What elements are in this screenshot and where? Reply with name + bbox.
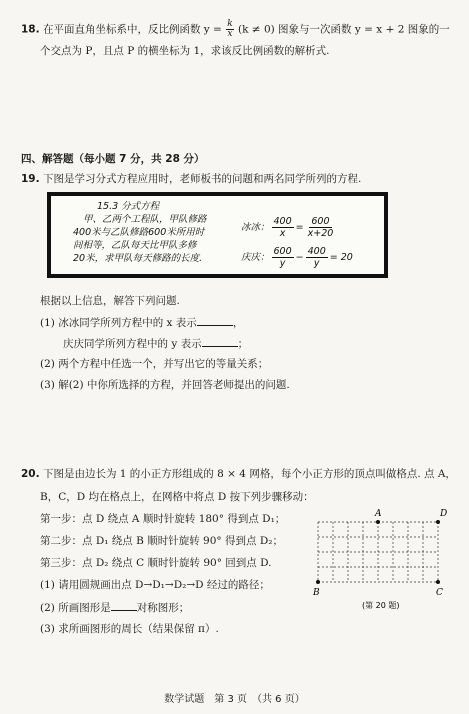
answer-blank[interactable] <box>197 315 233 326</box>
punctuation: ， <box>232 317 244 329</box>
frac-denominator: y <box>279 258 286 269</box>
qingqing-term-a <box>272 246 294 269</box>
q19-intro: 下图是学习分式方程应用时，老师板书的问题和两名同学所列的方程. <box>42 173 362 185</box>
bingbing-lhs <box>272 216 294 239</box>
qingqing-equation <box>241 246 353 269</box>
frac-denominator: x+20 <box>307 228 334 239</box>
q20-text1: 下图是由边长为 1 的小正方形组成的 8 × 4 网格，每个小正方形的顶点叫做格点. 点 A， <box>42 468 456 480</box>
label-c: C <box>436 588 443 598</box>
q19-prompt: 根据以上信息，解答下列问题. <box>40 295 180 307</box>
q18-fraction <box>226 20 233 39</box>
page-footer: 数学试题 第 3 页 （共 6 页） <box>164 694 305 705</box>
section-title: 四、解答题（每小题 7 分，共 28 分） <box>21 153 205 165</box>
qingqing-label: 庆庆： <box>241 251 270 263</box>
q18-frac-den: x <box>227 29 233 39</box>
q19-intro-line <box>21 172 361 186</box>
point-d <box>436 520 440 524</box>
q20-step3: 第三步：点 D₂ 绕点 C 顺时针旋转 90° 回到点 D. <box>40 557 272 569</box>
bingbing-equation <box>241 216 337 239</box>
equals-sign: = <box>295 221 304 233</box>
frac-numerator: 600 <box>273 246 292 257</box>
frac-numerator: 400 <box>307 246 326 257</box>
label-b: B <box>313 588 320 598</box>
answer-blank[interactable] <box>111 600 137 611</box>
board-problem-line: 间相等，乙队每天比甲队多修 <box>73 240 197 251</box>
label-a: A <box>375 509 382 519</box>
board-problem-line: 20米，求甲队每天修路的长度. <box>73 253 203 264</box>
q20-part2-text-b: 对称图形； <box>136 602 190 614</box>
answer-blank[interactable] <box>202 336 238 347</box>
point-a <box>376 520 380 524</box>
point-c <box>436 580 440 584</box>
blackboard <box>47 192 388 278</box>
frac-denominator: y <box>313 258 320 269</box>
label-d: D <box>440 509 448 519</box>
q18-number: 18. <box>21 23 40 36</box>
q18-line2: 个交点为 P，且点 P 的横坐标为 1，求该反比例函数的解析式. <box>40 45 330 57</box>
bingbing-rhs <box>306 216 336 239</box>
board-title: 15.3 分式方程 <box>97 201 160 212</box>
q18-line1 <box>21 20 450 39</box>
q20-number: 20. <box>21 468 40 480</box>
q20-line1 <box>21 467 456 481</box>
q19-part1a-text: (1) 冰冰同学所列方程中的 x 表示 <box>40 317 197 329</box>
board-problem-line: 甲、乙两个工程队，甲队修路 <box>83 214 207 225</box>
q19-part1b <box>63 336 248 351</box>
q18-text-a: 在平面直角坐标系中，反比例函数 y = <box>42 23 222 36</box>
q20-step2: 第二步：点 D₁ 绕点 B 顺时针旋转 90° 得到点 D₂； <box>40 535 283 547</box>
q18-text-b: (k ≠ 0) 图象与一次函数 y = x + 2 图象的一 <box>238 23 450 36</box>
punctuation: ； <box>237 338 249 350</box>
qingqing-term-b <box>306 246 328 269</box>
grid-figure <box>300 505 450 615</box>
frac-numerator: 600 <box>311 216 330 227</box>
q20-part1: (1) 请用圆规画出点 D→D₁→D₂→D 经过的路径； <box>40 579 270 591</box>
frac-denominator: x <box>279 228 286 239</box>
q20-part2 <box>40 600 189 615</box>
qingqing-rhs: = 20 <box>329 251 353 263</box>
q19-number: 19. <box>21 173 40 185</box>
board-problem-line: 400米与乙队修路600米所用时 <box>73 227 205 238</box>
point-b <box>316 580 320 584</box>
bingbing-label: 冰冰： <box>241 221 270 233</box>
q19-part3: (3) 解(2) 中你所选择的方程，并回答老师提出的问题. <box>40 379 290 391</box>
figure-caption: (第 20 题) <box>362 601 400 610</box>
minus-sign: − <box>295 251 304 263</box>
q19-part2: (2) 两个方程中任选一个，并写出它的等量关系； <box>40 358 269 370</box>
frac-numerator: 400 <box>273 216 292 227</box>
q19-part1a <box>40 315 243 330</box>
q20-part3: (3) 求所画图形的周长（结果保留 π）. <box>40 623 219 635</box>
q18-frac-num: k <box>227 19 233 29</box>
q20-part2-text-a: (2) 所画图形是 <box>40 602 111 614</box>
q20-line2: B，C，D 均在格点上，在网格中将点 D 按下列步骤移动： <box>40 491 314 503</box>
q20-step1: 第一步：点 D 绕点 A 顺时针旋转 180° 得到点 D₁； <box>40 513 286 525</box>
q19-part1b-text: 庆庆同学所列方程中的 y 表示 <box>63 338 202 350</box>
grid-lines <box>318 522 438 582</box>
